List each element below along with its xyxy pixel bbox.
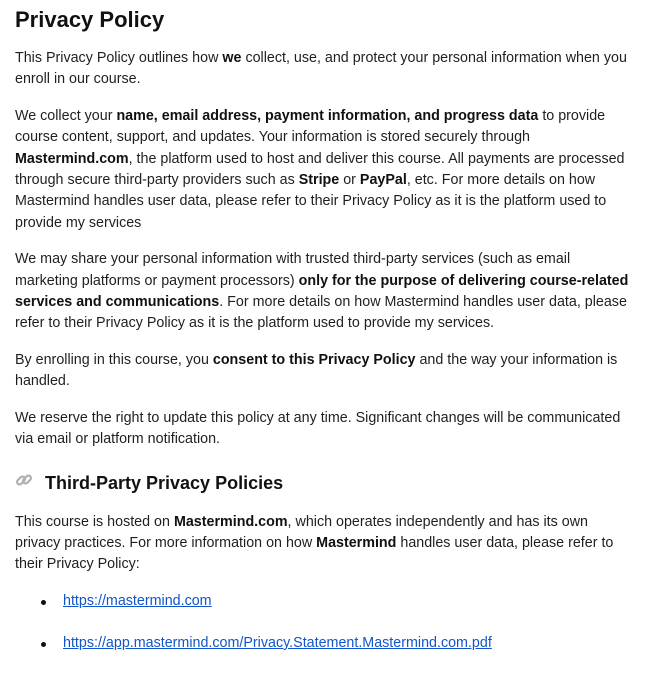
data-sharing-paragraph: We may share your personal information with trusted third-party services (such as email marketing platforms or payment processors) only for the purpose of delivering course-related services and communications. For more details on how Mastermind handles user data, please refer to their Privacy Policy as it is the platform used to provide my services. bbox=[15, 251, 629, 332]
list-item bbox=[63, 591, 635, 612]
section-heading: Third-Party Privacy Policies bbox=[15, 471, 635, 496]
link-icon bbox=[15, 471, 35, 496]
mastermind-link[interactable]: https://mastermind.com bbox=[63, 592, 212, 609]
privacy-links-list bbox=[15, 591, 635, 654]
consent-paragraph: By enrolling in this course, you consent to this Privacy Policy and the way your information is handled. bbox=[15, 351, 618, 390]
list-item bbox=[63, 633, 635, 654]
page-title: Privacy Policy bbox=[15, 7, 165, 32]
intro-paragraph: This Privacy Policy outlines how we collect, use, and protect your personal information when you enroll in our course. bbox=[15, 50, 627, 88]
hosting-paragraph: This course is hosted on Mastermind.com, which operates independently and has its own privacy practices. For more information on how Mastermind handles user data, please refer to their Privacy Policy: bbox=[15, 513, 614, 573]
privacy-statement-link[interactable]: https://app.mastermind.com/Privacy.Statement.Mastermind.com.pdf bbox=[63, 634, 492, 651]
updates-paragraph: We reserve the right to update this policy at any time. Significant changes will be communicated via email or platform notification. bbox=[15, 409, 621, 448]
data-collection-paragraph: We collect your name, email address, payment information, and progress data to provide course content, support, and updates. Your information is stored securely through Mastermind.com, the platform used to host and deliver this course. All payments are processed through secure third-party providers such as Stripe or PayPal, etc. For more details on how Mastermind handles user data, please refer to their Privacy Policy as it is the platform used to provide my services bbox=[15, 107, 625, 231]
